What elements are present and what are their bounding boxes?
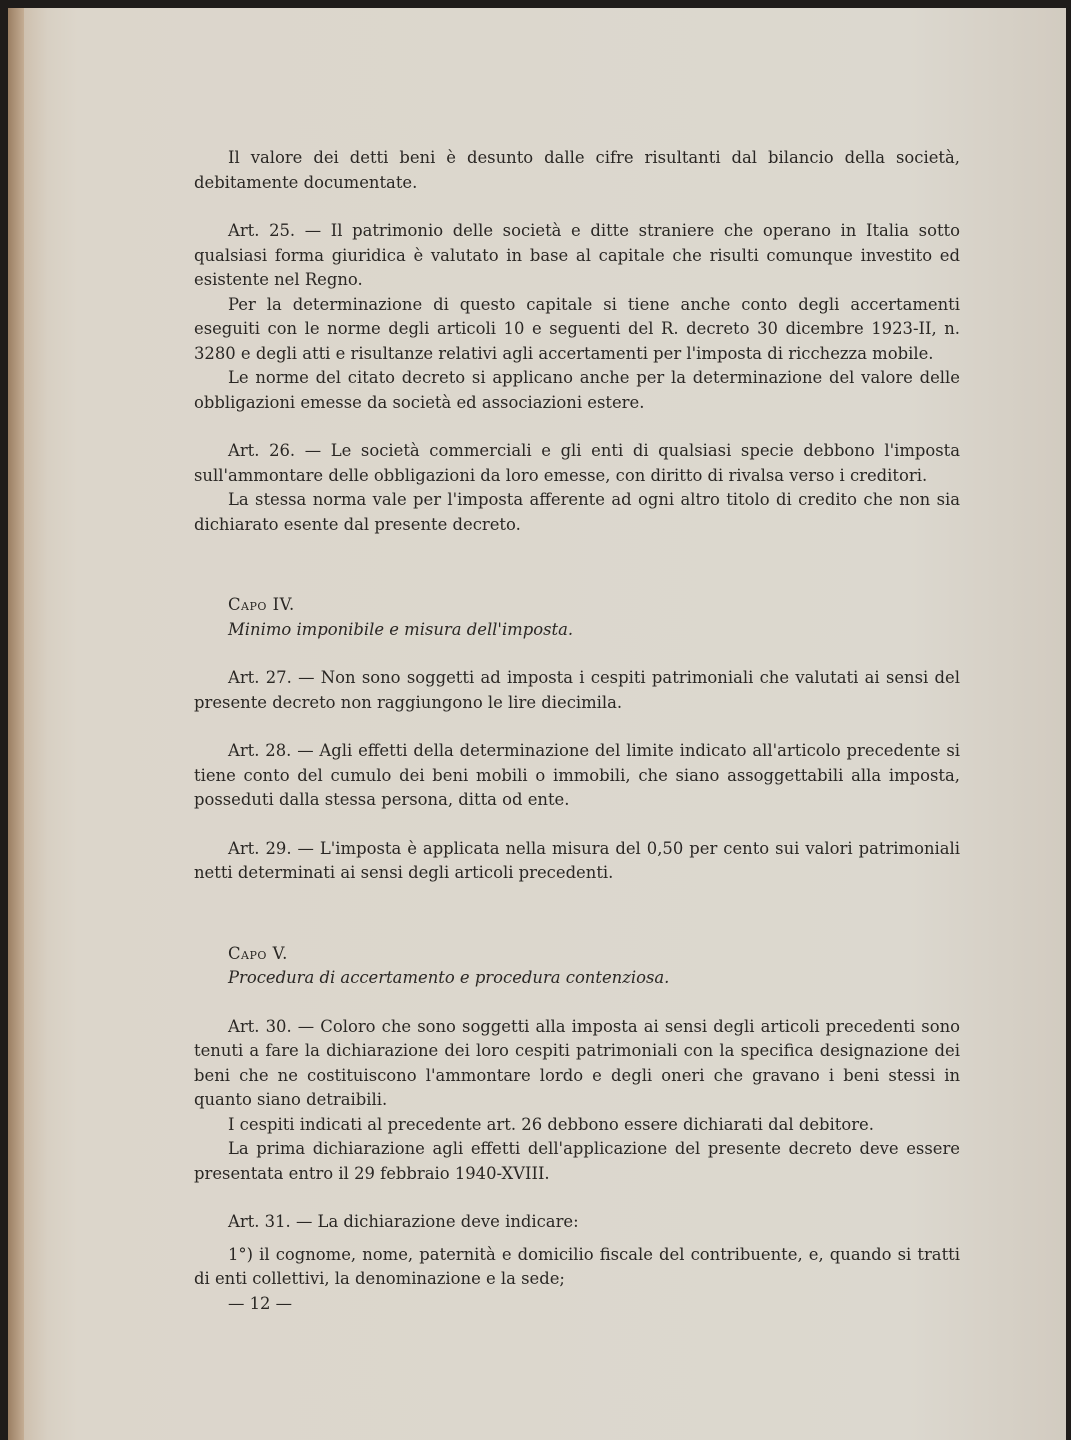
article-26: Art. 26. — Le società commerciali e gli enti di qualsiasi specie debbono l'imposta sull'ammontare delle obbligazioni da loro emesse, con diritto di rivalsa verso i creditori. <box>194 441 960 485</box>
paragraph: Le norme del citato decreto si applicano anche per la determinazione del valore delle obbligazioni emesse da società ed associazioni estere. <box>194 368 960 412</box>
chapter-subtitle: Minimo imponibile e misura dell'imposta. <box>228 619 574 639</box>
article-27: Art. 27. — Non sono soggetti ad imposta i cespiti patrimoniali che valutati ai sensi del presente decreto non raggiungono le lire diecimila. <box>194 668 960 712</box>
article-25: Art. 25. — Il patrimonio delle società e ditte straniere che operano in Italia sotto qualsiasi forma giuridica è valutato in base al capitale che risulti comunque investito ed esistente nel Regno. <box>194 221 960 289</box>
page-number: — 12 — <box>228 1293 293 1313</box>
paragraph: Il valore dei detti beni è desunto dalle cifre risultanti dal bilancio della società, debitamente documentate. <box>194 148 960 192</box>
article-29: Art. 29. — L'imposta è applicata nella misura del 0,50 per cento sui valori patrimoniali netti determinati ai sensi degli articoli precedenti. <box>194 838 960 882</box>
paragraph: I cespiti indicati al precedente art. 26 debbono essere dichiarati dal debitore. <box>228 1114 874 1134</box>
article-31: Art. 31. — La dichiarazione deve indicare: <box>228 1212 579 1231</box>
document-body <box>194 146 960 1316</box>
document-page <box>8 8 1066 1440</box>
chapter-heading-capo-iv: Capo IV. <box>228 595 295 614</box>
binding-edge <box>8 8 24 1440</box>
list-item: 1°) il cognome, nome, paternità e domicilio fiscale del contribuente, e, quando si tratti di enti collettivi, la denominazione e la sede; <box>194 1244 960 1288</box>
chapter-heading-capo-v: Capo V. <box>228 943 288 963</box>
paragraph: Per la determinazione di questo capitale si tiene anche conto degli accertamenti eseguiti con le norme degli articoli 10 e seguenti del R. decreto 30 dicembre 1923-II, n. 3280 e degli atti e risultanze relativi agli accertamenti per l'imposta di ricchezza mobile. <box>194 294 960 363</box>
article-30: Art. 30. — Coloro che sono soggetti alla imposta ai sensi degli articoli precedenti sono tenuti a fare la dichiarazione dei loro cespiti patrimoniali con la specifica designazione dei beni che ne costituiscono l'ammontare lordo e degli oneri che gravano i beni stessi in quanto siano detraibili. <box>194 1016 960 1109</box>
chapter-subtitle: Procedura di accertamento e procedura contenziosa. <box>228 968 670 987</box>
paragraph: La stessa norma vale per l'imposta afferente ad ogni altro titolo di credito che non sia dichiarato esente dal presente decreto. <box>194 490 960 534</box>
paragraph: La prima dichiarazione agli effetti dell'applicazione del presente decreto deve essere presentata entro il 29 febbraio 1940-XVIII. <box>194 1139 960 1183</box>
article-28: Art. 28. — Agli effetti della determinazione del limite indicato all'articolo precedente si tiene conto del cumulo dei beni mobili o immobili, che siano assoggettabili alla imposta, posseduti dalla stessa persona, ditta od ente. <box>194 741 960 809</box>
